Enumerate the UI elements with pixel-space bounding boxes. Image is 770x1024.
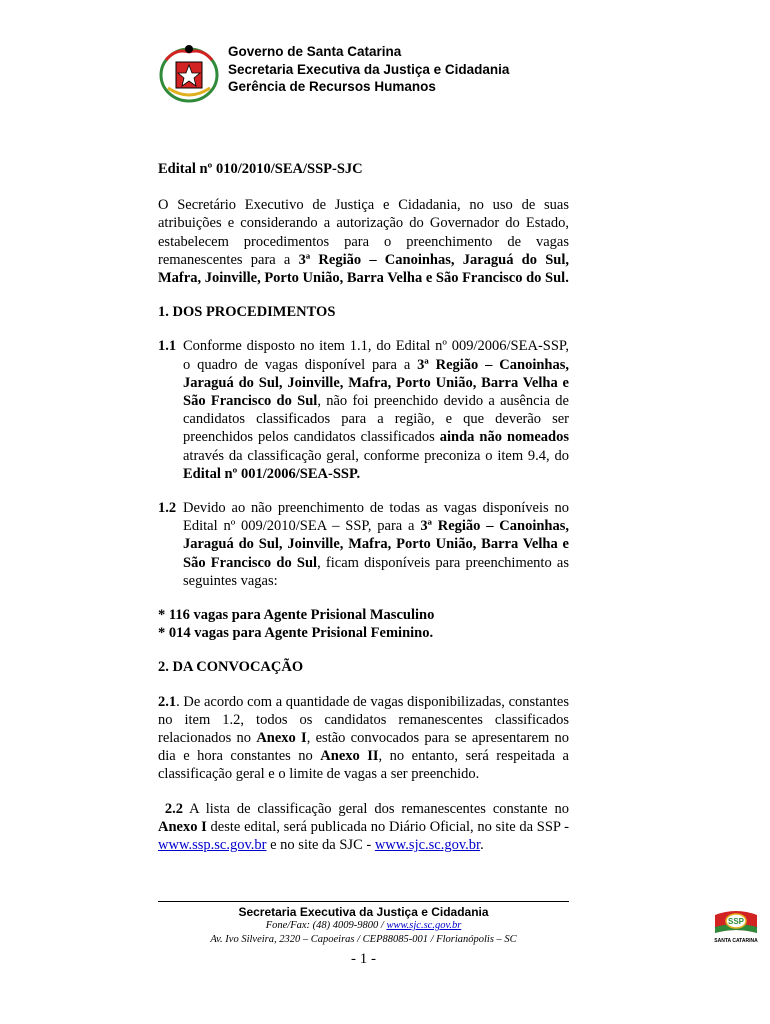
text-run-bold: 3ª Região – Canoinhas, Jaraguá do Sul, Joinville, Mafra, Porto União, Barra Velha e São Francisco do Sul bbox=[183, 518, 569, 571]
text-run: , ficam disponíveis para preenchimento as seguintes vagas: bbox=[183, 554, 569, 589]
item-number: 1.2 bbox=[158, 500, 177, 517]
footer-website-link[interactable]: www.sjc.sc.gov.br bbox=[386, 920, 462, 931]
item-2-1 bbox=[158, 693, 569, 784]
text-run-bold: Edital nº 001/2006/SEA-SSP. bbox=[183, 465, 361, 482]
intro-paragraph bbox=[158, 196, 569, 287]
text-run: . bbox=[480, 837, 484, 854]
page-number: - 1 - bbox=[351, 951, 376, 967]
text-run-bold: Anexo I bbox=[256, 730, 307, 747]
ssp-logo-caption: SANTA CATARINA bbox=[714, 938, 758, 944]
vacancies-list bbox=[158, 606, 569, 642]
text-run: através da classificação geral, conforme preconiza o item 9.4, do bbox=[183, 447, 569, 464]
sjc-site-link[interactable]: www.sjc.sc.gov.br bbox=[374, 837, 481, 854]
footer-divider bbox=[158, 901, 569, 902]
text-run-bold: ainda não nomeados bbox=[439, 429, 569, 446]
text-run: , no entanto, será respeitada a classificação geral e o limite de vagas a ser preenchido. bbox=[158, 748, 569, 783]
department-name: Gerência de Recursos Humanos bbox=[228, 79, 436, 94]
text-run: , não foi preenchido devido a ausência de candidatos classificados para a região, e que deverão ser preenchidos pelos candidatos classificados bbox=[183, 393, 569, 446]
section-2-heading: 2. DA CONVOCAÇÃO bbox=[158, 659, 304, 676]
item-number: 1.1 bbox=[158, 338, 177, 355]
text-run: deste edital, será publicada no Diário Oficial, no site da SSP - bbox=[206, 818, 569, 835]
state-coat-of-arms-icon bbox=[156, 40, 222, 106]
ssp-site-link[interactable]: www.ssp.sc.gov.br bbox=[158, 837, 267, 854]
footer-phone: Fone/Fax: (48) 4009-9800 / bbox=[265, 920, 387, 931]
letterhead bbox=[156, 40, 616, 110]
footer-secretariat: Secretaria Executiva da Justiça e Cidadania bbox=[238, 905, 489, 919]
text-run: A lista de classificação geral dos remanescentes constante no bbox=[183, 800, 570, 817]
text-run: Conforme disposto no item 1.1, do Edital nº 009/2006/SEA-SSP, o quadro de vagas disponível para a bbox=[183, 338, 569, 373]
item-2-2 bbox=[158, 800, 569, 855]
document-body bbox=[158, 160, 569, 854]
text-run: , estão convocados para se apresentarem no dia e hora constantes no bbox=[158, 730, 569, 765]
item-1-1 bbox=[158, 337, 569, 483]
edital-title: Edital nº 010/2010/SEA/SSP-SJC bbox=[158, 161, 363, 177]
footer-address: Av. Ivo Silveira, 2320 – Capoeiras / CEP88085-001 / Florianópolis – SC bbox=[210, 934, 517, 945]
intro-text: O Secretário Executivo de Justiça e Cidadania, no uso de suas atribuições e considerando a autorização do Governador do Estado, estabelecem procedimentos para o preenchimento de vagas remanescentes para a bbox=[158, 197, 569, 268]
item-number: 2.1 bbox=[158, 693, 177, 710]
text-run-bold: Anexo II bbox=[320, 748, 379, 765]
text-run: . De acordo com a quantidade de vagas disponibilizadas, constantes no item 1.2, todos os candidatos remanescentes classificados relacionados no bbox=[158, 693, 569, 747]
item-1-2 bbox=[158, 499, 569, 590]
vacancy-male: * 116 vagas para Agente Prisional Masculino bbox=[158, 607, 435, 624]
text-run-bold: 3ª Região – Canoinhas, Jaraguá do Sul, Joinville, Mafra, Porto União, Barra Velha e São Francisco do Sul bbox=[183, 356, 570, 410]
intro-region: 3ª Região – Canoinhas, Jaraguá do Sul, Mafra, Joinville, Porto União, Barra Velha e São Francisco do Sul. bbox=[158, 251, 569, 287]
secretariat-name: Secretaria Executiva da Justiça e Cidadania bbox=[228, 61, 510, 77]
section-1-heading: 1. DOS PROCEDIMENTOS bbox=[158, 304, 336, 321]
ssp-logo-icon bbox=[711, 905, 761, 945]
ssp-logo-text: SSP bbox=[727, 917, 745, 926]
item-number: 2.2 bbox=[164, 800, 184, 817]
item-text bbox=[183, 499, 569, 590]
vacancy-female: * 014 vagas para Agente Prisional Feminino. bbox=[158, 625, 434, 642]
page-footer bbox=[158, 901, 569, 968]
text-run-bold: Anexo I bbox=[158, 818, 207, 835]
item-text bbox=[183, 337, 569, 483]
text-run: e no site da SJC - bbox=[266, 837, 375, 854]
text-run: Devido ao não preenchimento de todas as vagas disponíveis no Edital nº 009/2010/SEA – SSP, para a bbox=[183, 500, 569, 535]
government-name: Governo de Santa Catarina bbox=[228, 44, 402, 59]
footer-contact bbox=[158, 919, 569, 933]
